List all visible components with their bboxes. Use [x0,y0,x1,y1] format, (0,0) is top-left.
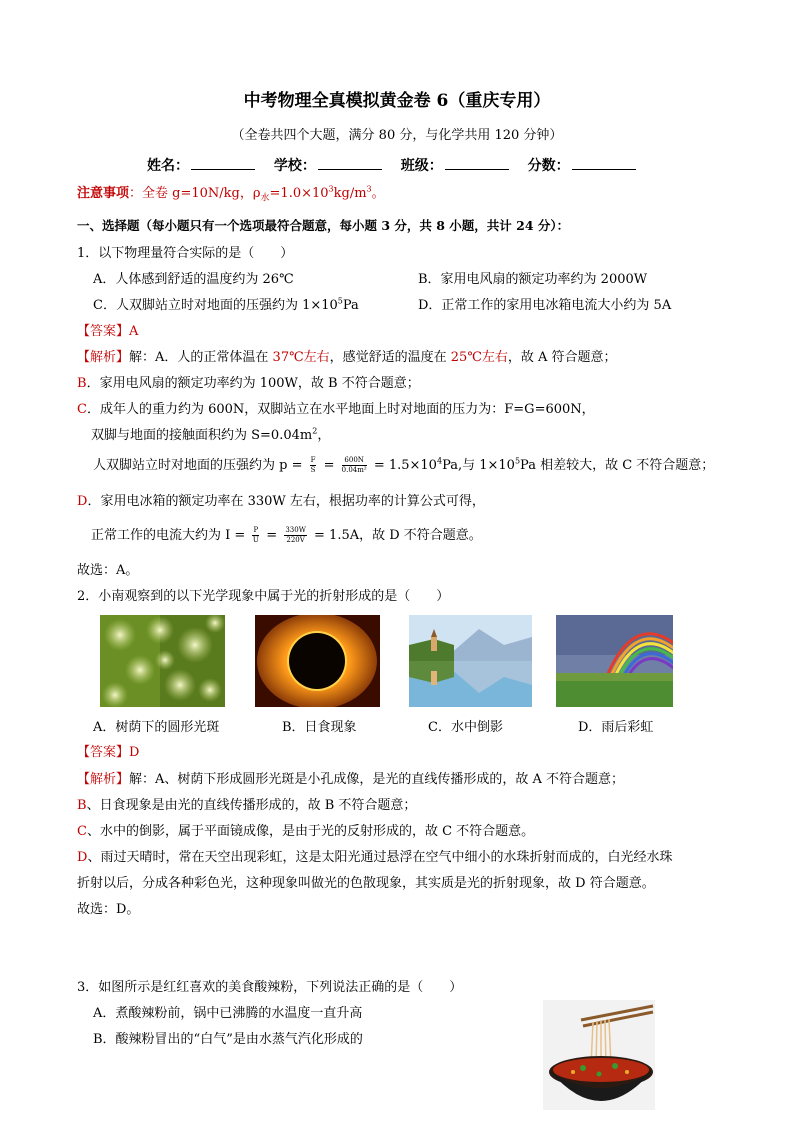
tree-shade-image [100,615,225,707]
q1-stem: 1．以下物理量符合实际的是（ ） [77,246,294,261]
q2-choice: 故选：D。 [77,902,140,917]
fraction-600n-over-area: $\frac{600N}{\text{0.04m²}}$ [341,456,367,474]
score-blank [572,157,636,170]
q1-analysis-c: C．成年人的重力约为 600N，双脚站立在水平地面上时对地面的压力为：F=G=600N， [77,402,595,417]
school-blank [318,157,382,170]
name-blank [191,157,255,170]
q2-analysis-a: 【解析】解：A、树荫下形成圆形光斑是小孔成像，是光的直线传播形成的，故 A 不符合题意； [77,772,625,787]
fraction-p-over-u: $\frac{P}{U}$ [252,526,259,544]
q1-analysis-b: B．家用电风扇的额定功率约为 100W，故 B 不符合题意； [77,376,420,391]
q1-analysis-c3: 人双脚站立时对地面的压强约为 p = $\frac{F}{S}$ = $\frac{600N}{\text{0.04m²}}$ = $1.5\times 10^4Pa$,与 $1\times 10^5Pa$ 相差较大，故 C 不符合题意； [93,456,715,474]
q3-option-b: B．酸辣粉冒出的“白气”是由水蒸气汽化形成的 [93,1032,363,1047]
q2-caption-c: C．水中倒影 [428,720,503,735]
fraction-330w-over-220v: $\frac{330W}{220V}$ [285,526,306,544]
fraction-f-over-s: $\frac{F}{S}$ [310,456,316,474]
q2-caption-a: A．树荫下的圆形光斑 [93,720,220,735]
student-info-row [147,155,650,175]
noodle-bowl-image [543,1000,655,1110]
q2-answer: 【答案】D [77,745,140,760]
q2-stem: 2．小南观察到的以下光学现象中属于光的折射形成的是（ ） [77,589,450,604]
notice-line [77,182,385,204]
q1-option-a: A．人体感到舒适的温度约为 26℃ [93,272,294,287]
score-label: 分数： [527,158,570,174]
notice-label: 注意事项 [77,186,130,201]
q2-analysis-c: C、水中的倒影，属于平面镜成像，是由于光的反射形成的，故 C 不符合题意。 [77,824,535,839]
exam-subtitle: （全卷共四个大题，满分 80 分，与化学共用 120 分钟） [231,128,563,143]
page-title: 中考物理全真模拟黄金卷 6（重庆专用） [243,91,551,111]
q1-analysis-d: D．家用电冰箱的额定功率在 330W 左右，根据功率的计算公式可得， [77,494,485,509]
school-label: 学校： [273,158,316,174]
q1-answer: 【答案】A [77,324,139,339]
q1-analysis-d2: 正常工作的电流大约为 I = $\frac{P}{U}$ = $\frac{330W}{220V}$ = 1.5A，故 D 不符合题意。 [91,526,482,544]
q1-choice: 故选：A。 [77,563,139,578]
q1-option-b: B．家用电风扇的额定功率约为 2000W [418,272,648,287]
q2-analysis-d2: 折射以后，分成各种彩色光，这种现象叫做光的色散现象，其实质是光的折射现象，故 D 符合题意。 [77,876,655,891]
q1-option-c: C．人双脚站立时对地面的压强约为 $1\times 10^5Pa$ [93,296,359,313]
q2-caption-b: B．日食现象 [282,720,357,735]
class-label: 班级： [400,158,443,174]
q3-stem: 3．如图所示是红红喜欢的美食酸辣粉，下列说法正确的是（ ） [77,980,463,995]
notice-text: ：全卷 g=10N/kg，$\rho_水=1.0\times 10^3kg/m^3$。 [129,184,385,204]
section-heading: 一、选择题（每小题只有一个选项最符合题意，每小题 3 分，共 8 小题，共计 24 分）： [77,218,570,233]
water-reflection-image [409,615,532,707]
q1-analysis-c2: 双脚与地面的接触面积约为 $S=0.04m^2$， [91,426,331,443]
q2-analysis-d: D、雨过天晴时，常在天空出现彩虹，这是太阳光通过悬浮在空气中细小的水珠折射而成的，白光经水珠 [77,850,673,865]
rainbow-image [556,615,673,707]
solar-eclipse-image [255,615,380,707]
name-label: 姓名： [147,158,189,174]
q2-caption-d: D．雨后彩虹 [578,720,654,735]
q3-option-a: A．煮酸辣粉前，锅中已沸腾的水温度一直升高 [93,1006,363,1021]
q1-analysis-a: 【解析】解：A．人的正常体温在 37℃左右，感觉舒适的温度在 25℃左右，故 A 符合题意； [77,350,617,365]
class-blank [445,157,509,170]
q1-option-d: D．正常工作的家用电冰箱电流大小约为 5A [418,298,672,313]
q2-analysis-b: B、日食现象是由光的直线传播形成的，故 B 不符合题意； [77,798,417,813]
